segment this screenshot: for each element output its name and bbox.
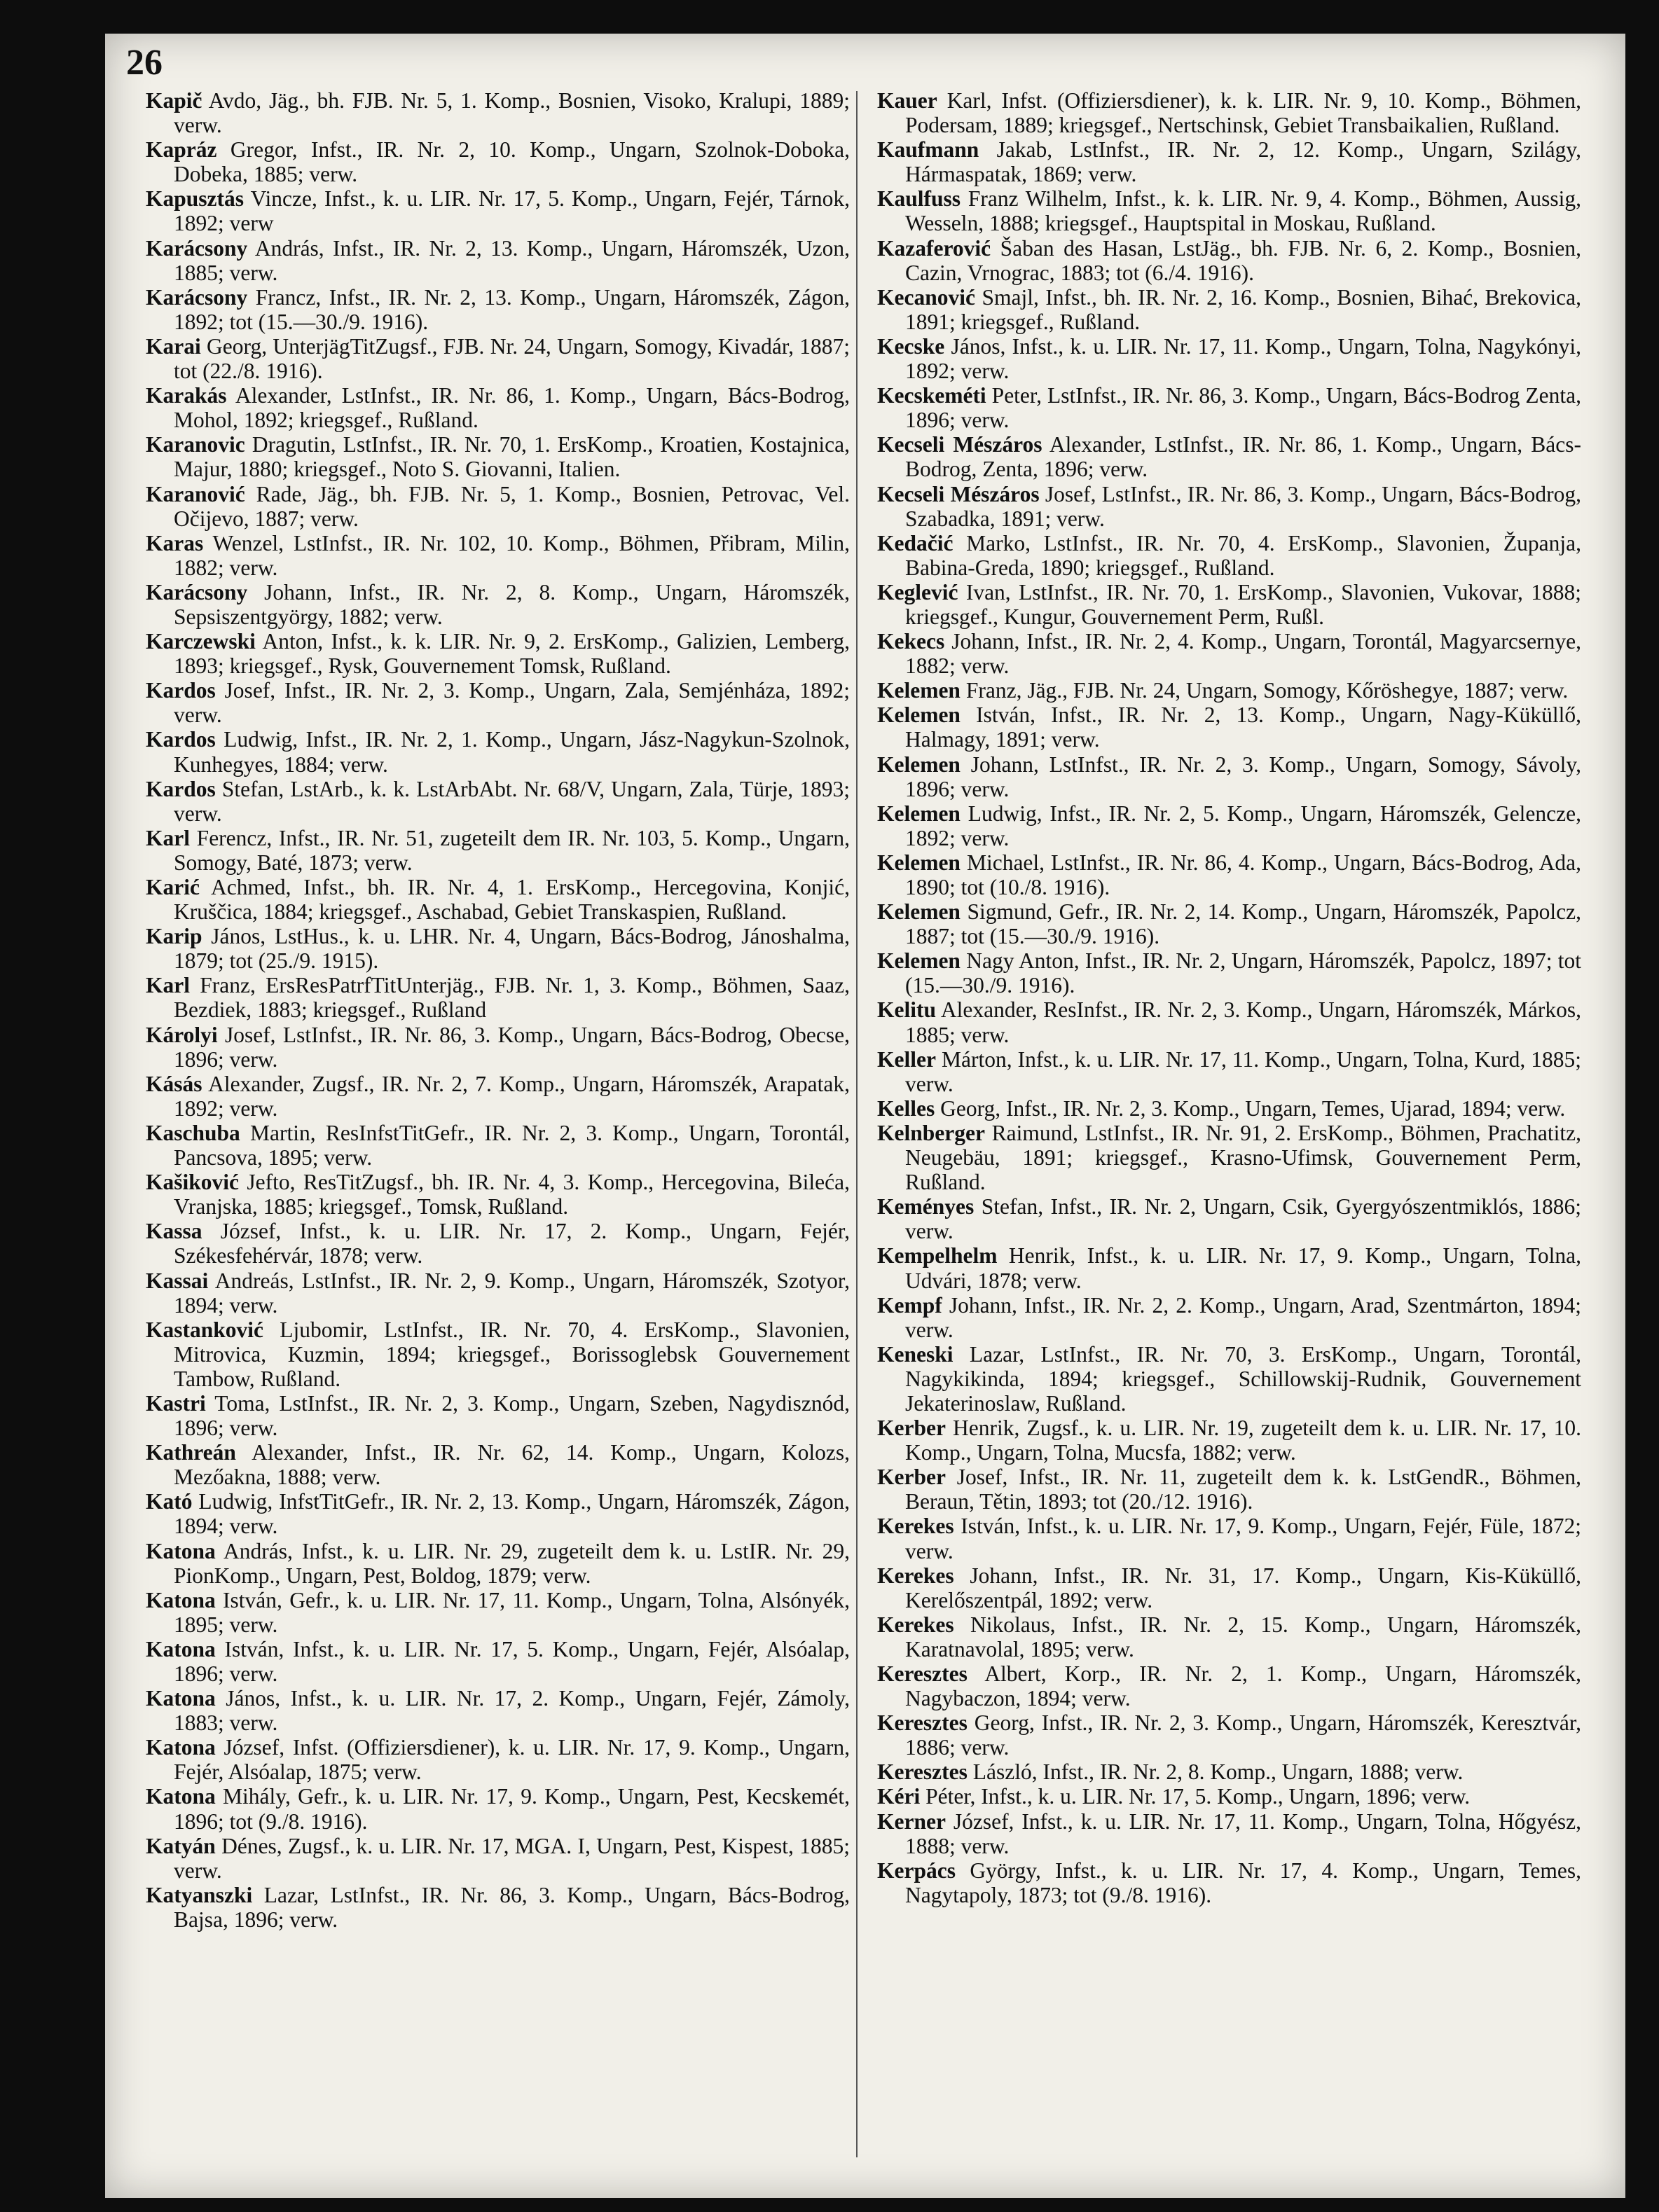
entry-details: Stefan, LstArb., k. k. LstArbAbt. Nr. 68/V, Ungarn, Zala, Türje, 1893; verw. <box>174 776 850 826</box>
entry-surname: Karácsony <box>146 284 248 310</box>
roster-entry <box>877 1047 1581 1096</box>
entry-details: Mihály, Gefr., k. u. LIR. Nr. 17, 9. Komp., Ungarn, Pest, Kecskemét, 1896; tot (9./8. 1916). <box>174 1784 850 1834</box>
document-page <box>105 34 1625 2198</box>
entry-details: Ludwig, Infst., IR. Nr. 2, 1. Komp., Ungarn, Jász-Nagykun-Szolnok, Kunhegyes, 1884; verw. <box>174 727 850 777</box>
entry-surname: Katona <box>146 1636 216 1661</box>
entry-details: Avdo, Jäg., bh. FJB. Nr. 5, 1. Komp., Bosnien, Visoko, Kralupi, 1889; verw. <box>174 88 850 138</box>
entry-surname: Kerekes <box>877 1612 954 1637</box>
entry-details: Sigmund, Gefr., IR. Nr. 2, 14. Komp., Ungarn, Háromszék, Papolcz, 1887; tot (15.—30./9. 1916). <box>905 899 1581 949</box>
entry-surname: Kassai <box>146 1268 209 1293</box>
roster-entry <box>877 997 1581 1046</box>
entry-surname: Katona <box>146 1735 216 1760</box>
entry-details: Henrik, Zugsf., k. u. LIR. Nr. 19, zugeteilt dem k. u. LIR. Nr. 17, 10. Komp., Ungarn, Tolna, Mucsfa, 1882; verw. <box>905 1416 1581 1465</box>
roster-entry <box>877 482 1581 531</box>
entry-surname: Katona <box>146 1686 216 1711</box>
entry-surname: Kedačić <box>877 530 954 555</box>
roster-entry <box>146 1637 850 1686</box>
entry-surname: Karip <box>146 924 202 949</box>
entry-details: Alexander, ResInfst., IR. Nr. 2, 3. Komp., Ungarn, Háromszék, Márkos, 1885; verw. <box>905 997 1581 1047</box>
entry-surname: Kaulfuss <box>877 186 961 212</box>
entry-details: Raimund, LstInfst., IR. Nr. 91, 2. ErsKomp., Böhmen, Prachatitz, Neugebäu, 1891; kriegsgef., Krasno-Ufimsk, Gouvernement Perm, Rußland. <box>905 1120 1581 1195</box>
entry-details: Dénes, Zugsf., k. u. LIR. Nr. 17, MGA. I, Ungarn, Pest, Kispest, 1885; verw. <box>174 1833 850 1883</box>
entry-details: Franz Wilhelm, Infst., k. k. LIR. Nr. 9, 4. Komp., Böhmen, Aussig, Wesseln, 1888; kriegsgef., Hauptspital in Moskau, Rußland. <box>905 186 1581 236</box>
entry-details: Vincze, Infst., k. u. LIR. Nr. 17, 5. Komp., Ungarn, Fejér, Tárnok, 1892; verw <box>174 186 850 236</box>
roster-entry <box>877 1096 1581 1121</box>
entry-surname: Kelemen <box>877 850 961 875</box>
entry-details: Alexander, LstInfst., IR. Nr. 86, 1. Komp., Ungarn, Bács-Bodrog, Mohol, 1892; kriegsgef., Rußland. <box>174 383 850 433</box>
entry-surname: Keller <box>877 1046 936 1072</box>
entry-surname: Karl <box>146 825 190 850</box>
entry-surname: Kelemen <box>877 678 961 703</box>
roster-entry <box>146 432 850 481</box>
entry-details: Peter, LstInfst., IR. Nr. 86, 3. Komp., Ungarn, Bács-Bodrog Zenta, 1896; verw. <box>905 383 1581 433</box>
roster-entry <box>877 1760 1581 1784</box>
roster-entry <box>877 334 1581 383</box>
entry-details: Jakab, LstInfst., IR. Nr. 2, 12. Komp., Ungarn, Szilágy, Hármaspatak, 1869; verw. <box>905 137 1581 187</box>
roster-entry <box>146 580 850 629</box>
entry-details: István, Gefr., k. u. LIR. Nr. 17, 11. Komp., Ungarn, Tolna, Alsónyék, 1895; verw. <box>174 1587 850 1637</box>
entry-surname: Kerber <box>877 1465 946 1490</box>
entry-details: Alexander, Infst., IR. Nr. 62, 14. Komp., Ungarn, Kolozs, Mezőakna, 1888; verw. <box>174 1440 850 1490</box>
entry-surname: Katona <box>146 1784 216 1809</box>
entry-surname: Kastri <box>146 1390 206 1416</box>
entry-surname: Katyán <box>146 1833 216 1858</box>
entry-surname: Karanović <box>146 481 245 506</box>
entry-surname: Karácsony <box>146 579 248 604</box>
entry-details: Franz, Jäg., FJB. Nr. 24, Ungarn, Somogy, Kőröshegye, 1887; verw. <box>960 678 1569 703</box>
entry-surname: Kelemen <box>877 703 961 728</box>
entry-details: Francz, Infst., IR. Nr. 2, 13. Komp., Ungarn, Háromszék, Zágon, 1892; tot (15.—30./9. 1916). <box>174 284 850 334</box>
roster-entry <box>146 482 850 531</box>
entry-details: Stefan, Infst., IR. Nr. 2, Ungarn, Csik, Gyergyószentmiklós, 1886; verw. <box>905 1194 1581 1244</box>
roster-entry <box>146 1121 850 1170</box>
entry-surname: Kerner <box>877 1809 946 1834</box>
entry-details: Wenzel, LstInfst., IR. Nr. 102, 10. Komp., Böhmen, Přibram, Milin, 1882; verw. <box>174 530 850 580</box>
entry-surname: Kelnberger <box>877 1120 985 1145</box>
roster-entry <box>877 531 1581 580</box>
entry-details: Dragutin, LstInfst., IR. Nr. 70, 1. ErsKomp., Kroatien, Kostajnica, Majur, 1880; kriegsgef., Noto S. Giovanni, Italien. <box>174 432 850 482</box>
entry-surname: Kerpács <box>877 1858 956 1883</box>
roster-entry <box>146 1834 850 1883</box>
entry-surname: Kecseli Mészáros <box>877 432 1042 457</box>
entry-surname: Kelemen <box>877 801 961 826</box>
entry-details: János, Infst., k. u. LIR. Nr. 17, 2. Komp., Ungarn, Fejér, Zámoly, 1883; verw. <box>174 1686 850 1736</box>
entry-details: Jefto, ResTitZugsf., bh. IR. Nr. 4, 3. Komp., Hercegovina, Bileća, Vranjska, 1885; kriegsgef., Tomsk, Rußland. <box>174 1170 850 1219</box>
entry-surname: Karai <box>146 333 201 359</box>
entry-surname: Kaschuba <box>146 1120 240 1145</box>
entry-surname: Keresztes <box>877 1710 968 1736</box>
roster-entry <box>877 850 1581 899</box>
roster-entry <box>146 1391 850 1440</box>
entry-details: Péter, Infst., k. u. LIR. Nr. 17, 5. Komp., Ungarn, 1896; verw. <box>920 1784 1471 1809</box>
entry-surname: Kató <box>146 1489 193 1514</box>
entry-details: Achmed, Infst., bh. IR. Nr. 4, 1. ErsKomp., Hercegovina, Konjić, Kruščica, 1884; kriegsgef., Aschabad, Gebiet Transkaspien, Rußland. <box>174 875 850 925</box>
entry-surname: Károlyi <box>146 1022 218 1047</box>
roster-entry <box>877 285 1581 334</box>
roster-entry <box>146 727 850 776</box>
entry-surname: Karczewski <box>146 629 256 654</box>
entry-surname: Kassa <box>146 1219 202 1244</box>
entry-surname: Karácsony <box>146 235 248 261</box>
roster-entry <box>877 1416 1581 1465</box>
roster-entry <box>146 1318 850 1391</box>
roster-entry <box>146 1735 850 1784</box>
roster-entry <box>146 1072 850 1121</box>
entry-details: Josef, LstInfst., IR. Nr. 86, 3. Komp., Ungarn, Bács-Bodrog, Szabadka, 1891; verw. <box>905 481 1581 531</box>
roster-entry <box>877 1243 1581 1292</box>
entry-surname: Katyanszki <box>146 1882 253 1907</box>
entry-surname: Karanovic <box>146 432 245 457</box>
entry-surname: Keresztes <box>877 1661 968 1686</box>
entry-details: András, Infst., IR. Nr. 2, 13. Komp., Ungarn, Háromszék, Uzon, 1885; verw. <box>174 235 850 285</box>
roster-entry <box>877 186 1581 235</box>
entry-details: György, Infst., k. u. LIR. Nr. 17, 4. Komp., Ungarn, Temes, Nagytapoly, 1873; tot (9./8. 1916). <box>905 1858 1581 1907</box>
roster-entry <box>877 1121 1581 1194</box>
roster-entry <box>877 580 1581 629</box>
entry-details: Toma, LstInfst., IR. Nr. 2, 3. Komp., Ungarn, Szeben, Nagydisznód, 1896; verw. <box>174 1390 850 1441</box>
entry-surname: Kelemen <box>877 899 961 925</box>
roster-entry <box>877 236 1581 285</box>
entry-details: Georg, Infst., IR. Nr. 2, 3. Komp., Ungarn, Háromszék, Keresztvár, 1886; verw. <box>905 1710 1581 1760</box>
entry-details: Lazar, LstInfst., IR. Nr. 70, 3. ErsKomp., Ungarn, Torontál, Nagykikinda, 1894; kriegsgef., Schillowskij-Rudnik, Gouvernement Jekaterinoslaw, Rußland. <box>905 1341 1581 1416</box>
entry-surname: Kaufmann <box>877 137 979 163</box>
entry-details: Anton, Infst., k. k. LIR. Nr. 9, 2. ErsKomp., Galizien, Lemberg, 1893; kriegsgef., Rysk, Gouvernement Tomsk, Rußland. <box>174 629 850 679</box>
entry-details: Georg, UnterjägTitZugsf., FJB. Nr. 24, Ungarn, Somogy, Kivadár, 1887; tot (22./8. 1916). <box>174 333 850 384</box>
entry-surname: Kardos <box>146 776 216 801</box>
roster-entry <box>146 875 850 924</box>
entry-details: Albert, Korp., IR. Nr. 2, 1. Komp., Ungarn, Háromszék, Nagybaczon, 1894; verw. <box>905 1661 1581 1711</box>
entry-details: János, LstHus., k. u. LHR. Nr. 4, Ungarn, Bács-Bodrog, Jánoshalma, 1879; tot (25./9. 1915). <box>174 924 850 974</box>
entry-surname: Kecanović <box>877 284 975 310</box>
entry-surname: Kardos <box>146 678 216 703</box>
roster-entry <box>146 1686 850 1735</box>
roster-entry <box>146 629 850 678</box>
roster-entry <box>146 1170 850 1219</box>
entry-details: Nagy Anton, Infst., IR. Nr. 2, Ungarn, Háromszék, Papolcz, 1897; tot (15.—30./9. 1916). <box>905 948 1581 998</box>
entry-surname: Kerber <box>877 1416 946 1441</box>
roster-entry <box>146 1539 850 1588</box>
roster-entry <box>146 1023 850 1072</box>
roster-entry <box>146 1588 850 1637</box>
roster-entry <box>877 703 1581 752</box>
entry-details: Lazar, LstInfst., IR. Nr. 86, 3. Komp., Ungarn, Bács-Bodrog, Bajsa, 1896; verw. <box>174 1882 850 1932</box>
entry-details: János, Infst., k. u. LIR. Nr. 17, 11. Komp., Ungarn, Tolna, Nagykónyi, 1892; verw. <box>905 333 1581 384</box>
entry-details: László, Infst., IR. Nr. 2, 8. Komp., Ungarn, 1888; verw. <box>967 1760 1464 1785</box>
entry-details: Ferencz, Infst., IR. Nr. 51, zugeteilt dem IR. Nr. 103, 5. Komp., Ungarn, Somogy, Baté, 1873; verw. <box>174 825 850 875</box>
entry-details: József, Infst., k. u. LIR. Nr. 17, 11. Komp., Ungarn, Tolna, Hőgyész, 1888; verw. <box>905 1809 1581 1858</box>
roster-entry <box>877 1563 1581 1612</box>
entry-details: István, Infst., k. u. LIR. Nr. 17, 9. Komp., Ungarn, Fejér, Füle, 1872; verw. <box>905 1514 1581 1563</box>
entry-details: Johann, Infst., IR. Nr. 2, 4. Komp., Ungarn, Torontál, Magyarcsernye, 1882; verw. <box>905 629 1581 679</box>
entry-details: Marko, LstInfst., IR. Nr. 70, 4. ErsKomp., Slavonien, Županja, Babina-Greda, 1890; kriegsgef., Rußland. <box>905 530 1581 580</box>
entry-surname: Kelemen <box>877 948 961 974</box>
entry-details: Johann, LstInfst., IR. Nr. 2, 3. Komp., Ungarn, Somogy, Sávoly, 1896; verw. <box>905 752 1581 801</box>
entry-surname: Kerekes <box>877 1514 954 1539</box>
entry-surname: Keresztes <box>877 1760 968 1785</box>
entry-details: Ludwig, InfstTitGefr., IR. Nr. 2, 13. Komp., Ungarn, Háromszék, Zágon, 1894; verw. <box>174 1489 850 1539</box>
roster-entry <box>877 1612 1581 1661</box>
roster-entry <box>877 1342 1581 1416</box>
entry-surname: Kardos <box>146 727 216 752</box>
entry-details: Márton, Infst., k. u. LIR. Nr. 17, 11. Komp., Ungarn, Tolna, Kurd, 1885; verw. <box>905 1046 1581 1096</box>
roster-entry <box>146 531 850 580</box>
entry-details: Smajl, Infst., bh. IR. Nr. 2, 16. Komp., Bosnien, Bihać, Brekovica, 1891; kriegsgef., Rußland. <box>905 284 1581 334</box>
left-column <box>146 88 850 1932</box>
entry-details: Karl, Infst. (Offiziersdiener), k. k. LIR. Nr. 9, 10. Komp., Böhmen, Podersam, 1889; kriegsgef., Nertschinsk, Gebiet Transbaikalien, Rußland. <box>905 88 1581 138</box>
entry-details: István, Infst., IR. Nr. 2, 13. Komp., Ungarn, Nagy-Küküllő, Halmagy, 1891; verw. <box>905 703 1581 752</box>
roster-entry <box>877 1809 1581 1858</box>
roster-entry <box>146 826 850 875</box>
entry-details: Michael, LstInfst., IR. Nr. 86, 4. Komp., Ungarn, Bács-Bodrog, Ada, 1890; tot (10./8. 1916). <box>905 850 1581 899</box>
entry-details: Josef, Infst., IR. Nr. 2, 3. Komp., Ungarn, Zala, Semjénháza, 1892; verw. <box>174 678 850 728</box>
roster-entry <box>877 801 1581 850</box>
entry-details: József, Infst., k. u. LIR. Nr. 17, 2. Komp., Ungarn, Fejér, Székesfehérvár, 1878; verw. <box>174 1219 850 1269</box>
entry-details: Josef, Infst., IR. Nr. 11, zugeteilt dem k. k. LstGendR., Böhmen, Beraun, Tětin, 1893; tot (20./12. 1916). <box>905 1465 1581 1514</box>
entry-surname: Keményes <box>877 1194 975 1219</box>
roster-entry <box>877 1194 1581 1243</box>
roster-entry <box>146 383 850 432</box>
entry-details: Šaban des Hasan, LstJäg., bh. FJB. Nr. 6, 2. Komp., Bosnien, Cazin, Vrnograc, 1883; tot (6./4. 1916). <box>905 235 1581 285</box>
entry-details: István, Infst., k. u. LIR. Nr. 17, 5. Komp., Ungarn, Fejér, Alsóalap, 1896; verw. <box>174 1636 850 1686</box>
roster-entry <box>146 137 850 186</box>
roster-entry <box>146 334 850 383</box>
entry-surname: Kapič <box>146 88 202 113</box>
entry-surname: Katona <box>146 1538 216 1563</box>
entry-details: Alexander, Zugsf., IR. Nr. 2, 7. Komp., Ungarn, Háromszék, Arapatak, 1892; verw. <box>174 1071 850 1121</box>
roster-entry <box>877 948 1581 997</box>
entry-surname: Kelitu <box>877 997 936 1023</box>
roster-entry <box>146 285 850 334</box>
entry-details: Ljubomir, LstInfst., IR. Nr. 70, 4. ErsKomp., Slavonien, Mitrovica, Kuzmin, 1894; kriegsgef., Borissoglebsk Gouvernement Tambow, Rußland. <box>174 1317 850 1391</box>
roster-entry <box>146 777 850 826</box>
entry-surname: Kazaferović <box>877 235 991 261</box>
roster-entry <box>877 1661 1581 1710</box>
roster-entry <box>877 1710 1581 1760</box>
roster-entry <box>877 137 1581 186</box>
roster-entry <box>877 629 1581 678</box>
roster-entry <box>877 752 1581 801</box>
entry-surname: Kekecs <box>877 629 945 654</box>
entry-details: Ivan, LstInfst., IR. Nr. 70, 1. ErsKomp., Slavonien, Vukovar, 1888; kriegsgef., Kungur, Gouvernement Perm, Rußl. <box>905 579 1581 629</box>
roster-entry <box>877 1514 1581 1563</box>
roster-entry <box>146 1784 850 1833</box>
entry-details: Nikolaus, Infst., IR. Nr. 2, 15. Komp., Ungarn, Háromszék, Karatnavolal, 1895; verw. <box>905 1612 1581 1661</box>
entry-details: Georg, Infst., IR. Nr. 2, 3. Komp., Ungarn, Temes, Ujarad, 1894; verw. <box>935 1095 1566 1121</box>
roster-entry <box>877 1465 1581 1514</box>
roster-entry <box>146 1219 850 1268</box>
entry-surname: Karakás <box>146 383 227 408</box>
entry-details: Andreás, LstInfst., IR. Nr. 2, 9. Komp., Ungarn, Háromszék, Szotyor, 1894; verw. <box>174 1268 850 1318</box>
roster-entry <box>146 1440 850 1489</box>
entry-surname: Kerekes <box>877 1563 954 1588</box>
entry-details: Johann, Infst., IR. Nr. 2, 8. Komp., Ungarn, Háromszék, Sepsiszentgyörgy, 1882; verw. <box>174 579 850 629</box>
entry-surname: Katona <box>146 1587 216 1612</box>
entry-surname: Kašiković <box>146 1170 240 1195</box>
roster-entry <box>146 186 850 235</box>
entry-surname: Kastanković <box>146 1317 264 1342</box>
roster-entry <box>146 88 850 137</box>
roster-entry <box>877 1293 1581 1342</box>
roster-entry <box>877 899 1581 948</box>
entry-surname: Keneski <box>877 1341 954 1367</box>
roster-entry <box>146 973 850 1022</box>
roster-entry <box>877 383 1581 432</box>
roster-entry <box>146 1883 850 1932</box>
entry-details: Johann, Infst., IR. Nr. 2, 2. Komp., Ungarn, Arad, Szentmárton, 1894; verw. <box>905 1292 1581 1342</box>
entry-surname: Karas <box>146 530 204 555</box>
entry-surname: Kecske <box>877 333 945 359</box>
entry-surname: Kapusztás <box>146 186 245 212</box>
roster-entry <box>146 924 850 973</box>
entry-surname: Kelemen <box>877 752 961 777</box>
entry-details: Franz, ErsResPatrfTitUnterjäg., FJB. Nr. 1, 3. Komp., Böhmen, Saaz, Bezdiek, 1883; kriegsgef., Rußland <box>174 973 850 1023</box>
entry-surname: Karić <box>146 875 200 899</box>
entry-details: Martin, ResInfstTitGefr., IR. Nr. 2, 3. Komp., Ungarn, Torontál, Pancsova, 1895; verw. <box>174 1120 850 1170</box>
entry-details: Ludwig, Infst., IR. Nr. 2, 5. Komp., Ungarn, Háromszék, Gelencze, 1892; verw. <box>905 801 1581 850</box>
entry-surname: Kempelhelm <box>877 1243 998 1269</box>
entry-surname: Karl <box>146 973 190 998</box>
roster-entry <box>146 1269 850 1318</box>
roster-entry <box>877 678 1581 703</box>
roster-entry <box>146 678 850 727</box>
entry-surname: Kecskeméti <box>877 383 986 408</box>
roster-entry <box>146 1489 850 1538</box>
page-number: 26 <box>126 43 163 83</box>
roster-entry <box>877 88 1581 137</box>
entry-details: Johann, Infst., IR. Nr. 31, 17. Komp., Ungarn, Kis-Küküllő, Kerelőszentpál, 1892; verw. <box>905 1563 1581 1612</box>
entry-details: Josef, LstInfst., IR. Nr. 86, 3. Komp., Ungarn, Bács-Bodrog, Obecse, 1896; verw. <box>174 1022 850 1072</box>
entry-details: András, Infst., k. u. LIR. Nr. 29, zugeteilt dem k. u. LstIR. Nr. 29, PionKomp., Ungarn, Pest, Boldog, 1879; verw. <box>174 1538 850 1588</box>
entry-surname: Kapráz <box>146 137 217 163</box>
roster-entry <box>877 432 1581 481</box>
entry-surname: Kecseli Mészáros <box>877 481 1040 506</box>
entry-details: József, Infst. (Offiziersdiener), k. u. LIR. Nr. 17, 9. Komp., Ungarn, Fejér, Alsóalap, 1875; verw. <box>174 1735 850 1785</box>
column-divider <box>856 91 858 2157</box>
entry-surname: Kauer <box>877 88 937 113</box>
entry-surname: Keglević <box>877 579 958 604</box>
right-column <box>877 88 1581 1907</box>
roster-entry <box>146 236 850 285</box>
entry-surname: Kelles <box>877 1095 935 1121</box>
roster-entry <box>877 1858 1581 1907</box>
entry-surname: Kathreán <box>146 1440 236 1465</box>
entry-details: Henrik, Infst., k. u. LIR. Nr. 17, 9. Komp., Ungarn, Tolna, Udvári, 1878; verw. <box>905 1243 1581 1293</box>
entry-details: Gregor, Infst., IR. Nr. 2, 10. Komp., Ungarn, Szolnok-Doboka, Dobeka, 1885; verw. <box>174 137 850 187</box>
entry-details: Alexander, LstInfst., IR. Nr. 86, 1. Komp., Ungarn, Bács-Bodrog, Zenta, 1896; verw. <box>905 432 1581 482</box>
entry-surname: Kéri <box>877 1784 921 1809</box>
entry-surname: Kempf <box>877 1292 942 1318</box>
roster-entry <box>877 1784 1581 1809</box>
entry-surname: Kásás <box>146 1071 202 1096</box>
entry-details: Rade, Jäg., bh. FJB. Nr. 5, 1. Komp., Bosnien, Petrovac, Vel. Očijevo, 1887; verw. <box>174 481 850 531</box>
